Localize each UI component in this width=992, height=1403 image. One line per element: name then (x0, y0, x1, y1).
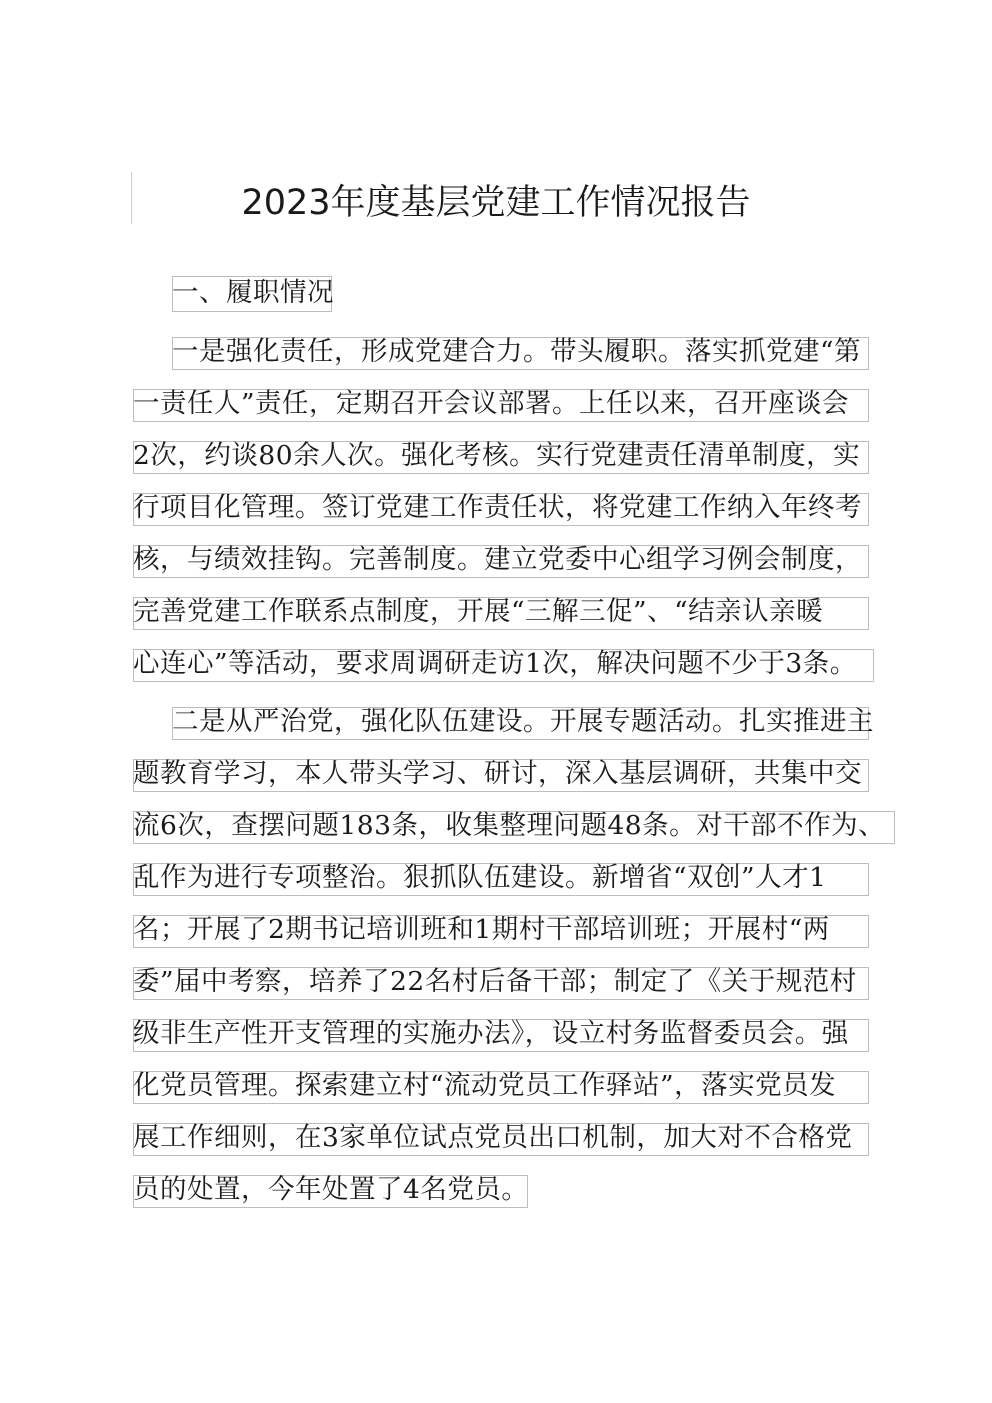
paragraph-line: 一责任人”责任，定期召开会议部署。上任以来，召开座谈会 (133, 388, 850, 419)
section-heading: 一、履职情况 (172, 277, 334, 308)
paragraph-line: 二是从严治党，强化队伍建设。开展专题活动。扎实推进主 (172, 706, 874, 737)
paragraph-line: 完善党建工作联系点制度，开展“三解三促”、“结亲认亲暖 (133, 596, 824, 627)
paragraph-line: 名；开展了2期书记培训班和1期村干部培训班；开展村“两 (133, 914, 830, 945)
paragraph-line: 员的处置，今年处置了4名党员。 (133, 1174, 529, 1205)
paragraph-line: 委”届中考察，培养了22名村后备干部；制定了《关于规范村 (133, 966, 857, 997)
paragraph-line: 化党员管理。探索建立村“流动党员工作驿站”，落实党员发 (133, 1070, 837, 1101)
paragraph-line: 心连心”等活动，要求周调研走访1次，解决问题不少于3条。 (133, 648, 857, 679)
paragraph-line: 核，与绩效挂钩。完善制度。建立党委中心组学习例会制度， (133, 544, 862, 575)
paragraph-line: 一是强化责任，形成党建合力。带头履职。落实抓党建“第 (172, 336, 862, 367)
paragraph-line: 行项目化管理。签订党建工作责任状，将党建工作纳入年终考 (133, 492, 862, 523)
paragraph-line: 级非生产性开支管理的实施办法》，设立村务监督委员会。强 (133, 1018, 849, 1049)
paragraph-line: 2次，约谈80余人次。强化考核。实行党建责任清单制度，实 (133, 440, 861, 471)
document-title: 2023年度基层党建工作情况报告 (241, 183, 751, 223)
paragraph-line: 展工作细则，在3家单位试点党员出口机制，加大对不合格党 (133, 1122, 853, 1153)
paragraph-line: 流6次，查摆问题183条，收集整理问题48条。对干部不作为、 (133, 810, 886, 841)
paragraph-line: 题教育学习，本人带头学习、研讨，深入基层调研，共集中交 (133, 758, 862, 789)
paragraph-line: 乱作为进行专项整治。狠抓队伍建设。新增省“双创”人才1 (133, 862, 827, 893)
